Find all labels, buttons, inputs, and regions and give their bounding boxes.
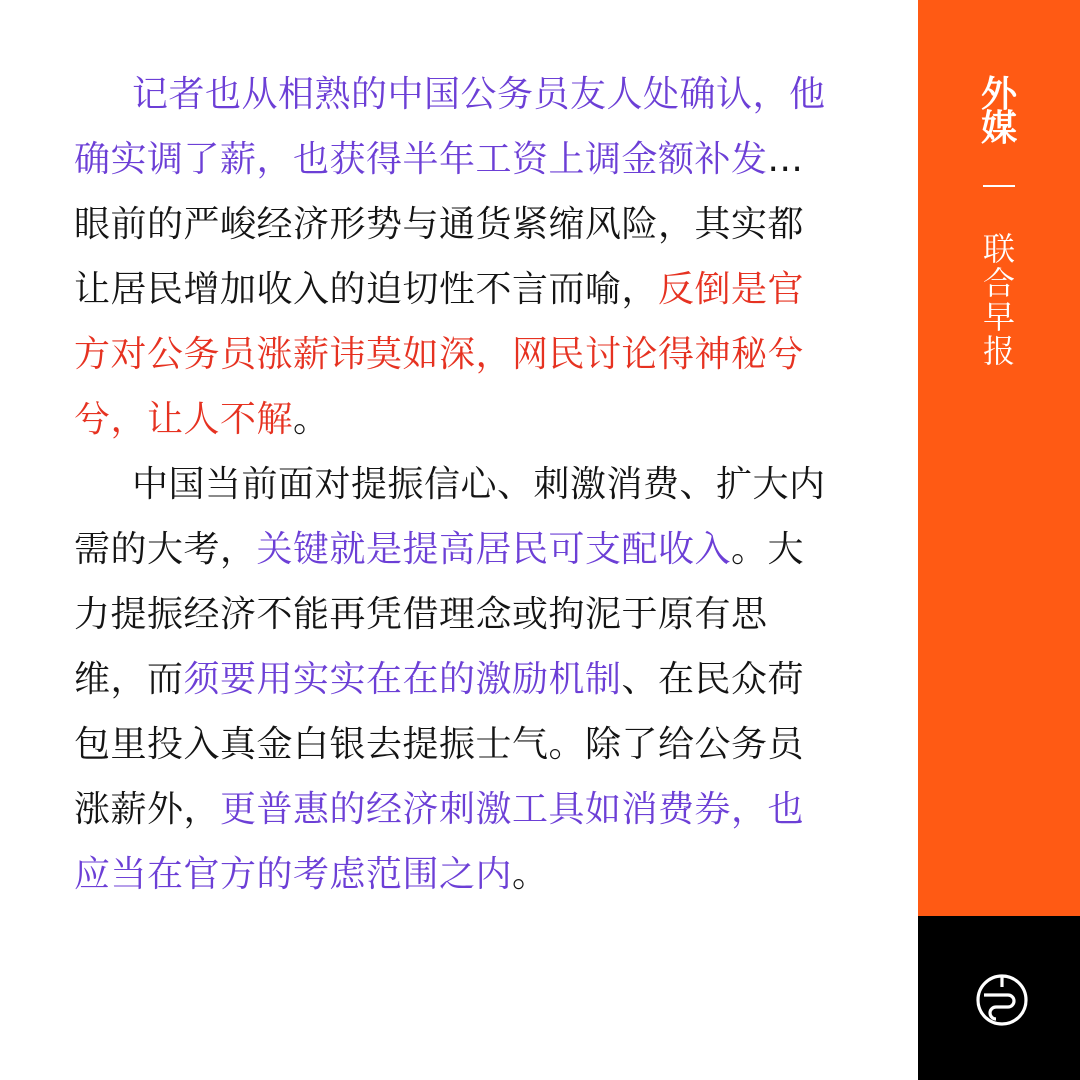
highlight-purple: 更普惠的经济刺激工具如消费券，也 [220, 789, 805, 830]
text-segment: 让居民增加收入的迫切性不言而喻， [74, 269, 659, 310]
text-segment: 、在民众荷 [621, 659, 805, 700]
text-segment: 力提振经济不能再凭借理念或拘泥于原有思 [74, 594, 768, 635]
text-line [74, 322, 844, 387]
text-line [74, 647, 844, 712]
source-label [918, 232, 1080, 368]
highlight-purple: 确实调了薪，也获得半年工资上调金额补发 [74, 139, 768, 180]
text-line [74, 192, 844, 257]
text-line [74, 777, 844, 842]
category-label [918, 74, 1080, 149]
text-segment: 。 [512, 854, 549, 895]
text-segment: 涨薪外， [74, 789, 221, 830]
text-line [74, 127, 844, 192]
text-line [74, 582, 844, 647]
text-line [74, 387, 844, 452]
zaobao-logo-icon [975, 973, 1029, 1027]
highlight-red: 方对公务员涨薪讳莫如深，网民讨论得神秘兮 [74, 334, 805, 375]
text-segment: 。大 [731, 529, 805, 570]
text-line [74, 62, 844, 127]
highlight-purple: 须要用实实在在的激励机制 [183, 659, 622, 700]
text-line [74, 842, 844, 907]
text-line [74, 452, 844, 517]
highlight-red: 反倒是官 [658, 269, 805, 310]
separator-dash [983, 185, 1015, 187]
text-segment: 包里投入真金白银去提振士气。除了给公务员 [74, 724, 805, 765]
text-line [74, 257, 844, 322]
article-body [74, 62, 844, 907]
text-segment: ... [767, 139, 804, 180]
category-char: 外 [980, 74, 1017, 115]
highlight-purple: 关键就是提高居民可支配收入 [256, 529, 732, 570]
source-char: 合 [982, 264, 1015, 302]
text-line [74, 517, 844, 582]
highlight-red: 兮，让人不解 [74, 399, 294, 440]
text-segment: 维，而 [74, 659, 184, 700]
category-char: 媒 [980, 108, 1017, 149]
highlight-purple: 记者也从相熟的中国公务员友人处确认，他 [132, 74, 826, 115]
source-char: 早 [982, 298, 1015, 336]
text-segment: 。 [293, 399, 330, 440]
source-char: 报 [982, 332, 1015, 370]
highlight-purple: 应当在官方的考虑范围之内 [74, 854, 513, 895]
source-char: 联 [982, 230, 1015, 268]
text-segment: 中国当前面对提振信心、刺激消费、扩大内 [132, 464, 826, 505]
text-segment: 需的大考， [74, 529, 257, 570]
text-line [74, 712, 844, 777]
sidebar-tag [918, 0, 1080, 916]
text-segment: 眼前的严峻经济形势与通货紧缩风险，其实都 [74, 204, 805, 245]
